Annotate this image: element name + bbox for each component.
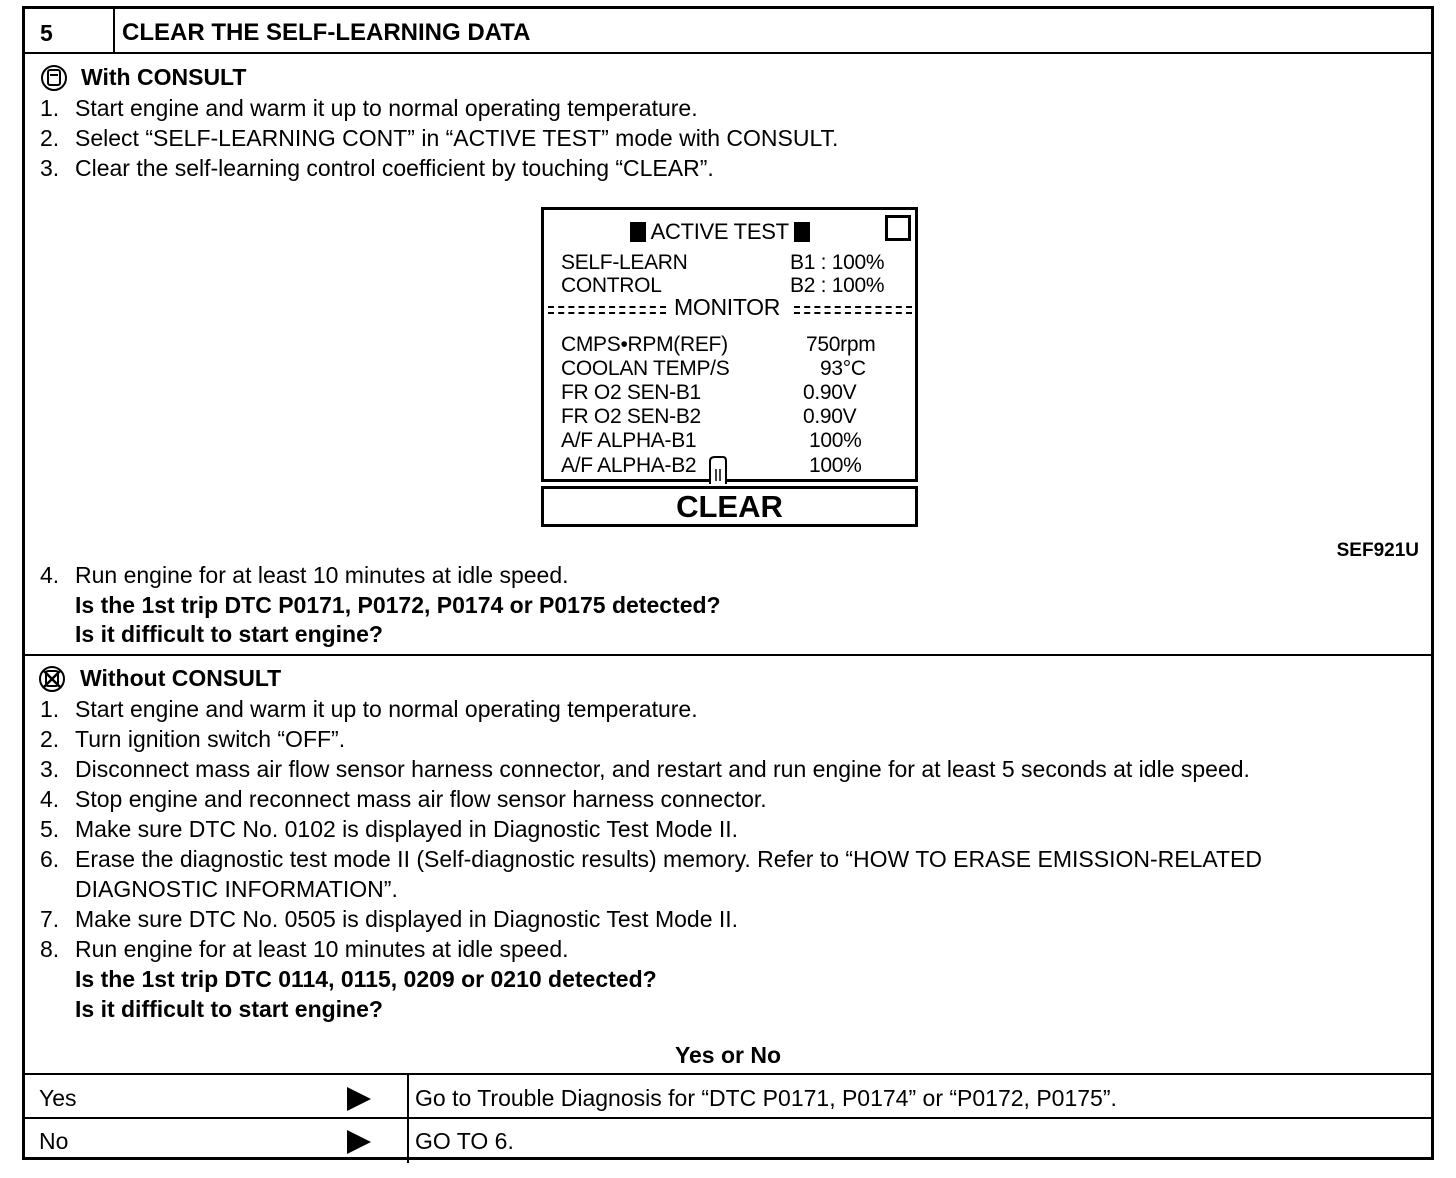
question: Is it difficult to start engine? [75,621,383,647]
figure-code: SEF921U [1336,540,1419,561]
action-yes: Go to Trouble Diagnosis for “DTC P0171, P0174” or “P0172, P0175”. [415,1085,1117,1111]
screen-title-text: ACTIVE TEST [650,219,789,244]
self-learn-b1-value: B1 : 100% [790,251,885,274]
list-item: Clear the self-learning control coefficient by touching “CLEAR”. [75,155,714,181]
answer-yes: Yes [39,1085,77,1111]
list-number: 2. [40,726,60,752]
list-item: Disconnect mass air flow sensor harness connector, and restart and run engine for at least 5 seconds at idle speed. [75,756,1250,782]
monitor-item-value: 100% [809,429,862,452]
list-item: Select “SELF-LEARNING CONT” in “ACTIVE TEST” mode with CONSULT. [75,125,839,151]
list-item: Make sure DTC No. 0102 is displayed in Diagnostic Test Mode II. [75,816,739,842]
with-consult-heading: With CONSULT [81,64,247,90]
consult-screen [541,207,918,482]
self-learn-label: SELF-LEARN [561,251,688,274]
clear-button: CLEAR [541,486,918,527]
list-item: Stop engine and reconnect mass air flow sensor harness connector. [75,786,767,812]
yes-or-no-label: Yes or No [674,1042,782,1068]
screen-marker-icon [630,222,646,242]
touch-finger-icon [707,455,729,485]
screen-title [630,221,810,243]
consult-icon [39,63,69,93]
monitor-item-value: 0.90V [803,405,857,428]
list-number: 4. [40,786,60,812]
list-number: 4. [40,562,60,588]
monitor-item-label: A/F ALPHA-B1 [561,429,697,452]
list-item: Start engine and warm it up to normal operating temperature. [75,696,698,722]
arrow-right-icon [347,1130,371,1154]
self-learn-b2-value: B2 : 100% [790,274,885,297]
list-item: Start engine and warm it up to normal operating temperature. [75,95,698,121]
list-item-continuation: DIAGNOSTIC INFORMATION”. [75,876,398,902]
monitor-item-label: COOLAN TEMP/S [561,357,730,380]
result-row-rule [25,1117,1431,1119]
monitor-item-value: 0.90V [803,381,857,404]
question: Is the 1st trip DTC P0171, P0172, P0174 or P0175 detected? [75,592,721,618]
list-number: 8. [40,936,60,962]
no-consult-icon [37,664,67,694]
monitor-item-label: A/F ALPHA-B2 [561,454,697,477]
monitor-item-value: 93°C [820,357,866,380]
header-divider [113,9,115,52]
control-label: CONTROL [561,274,662,297]
arrow-right-icon [347,1087,371,1111]
action-no: GO TO 6. [415,1128,514,1154]
list-number: 2. [40,125,60,151]
monitor-item-label: CMPS•RPM(REF) [561,333,728,356]
list-item: Erase the diagnostic test mode II (Self-diagnostic results) memory. Refer to “HOW TO ERASE EMISSION-RELATED [75,846,1263,872]
list-number: 1. [40,696,60,722]
answer-no: No [39,1128,69,1154]
list-number: 1. [40,95,60,121]
list-number: 7. [40,906,60,932]
without-consult-heading: Without CONSULT [80,665,282,691]
list-number: 3. [40,155,60,181]
monitor-item-value: 100% [809,454,862,477]
result-rule [25,1073,1431,1075]
list-item: Run engine for at least 10 minutes at idle speed. [75,936,569,962]
screen-checkbox [885,215,911,241]
question: Is the 1st trip DTC 0114, 0115, 0209 or 0210 detected? [75,966,657,992]
monitor-label: MONITOR [674,294,781,320]
header-rule [25,52,1431,54]
monitor-item-label: FR O2 SEN-B2 [561,405,701,428]
list-item: Run engine for at least 10 minutes at idle speed. [75,562,569,588]
monitor-item-label: FR O2 SEN-B1 [561,381,701,404]
step-number: 5 [40,20,53,46]
list-item: Turn ignition switch “OFF”. [75,726,346,752]
list-number: 3. [40,756,60,782]
list-number: 6. [40,846,60,872]
list-number: 5. [40,816,60,842]
section-rule [25,654,1431,656]
screen-marker-icon [794,222,810,242]
list-item: Make sure DTC No. 0505 is displayed in Diagnostic Test Mode II. [75,906,739,932]
monitor-item-value: 750rpm [806,333,876,356]
procedure-table [22,6,1434,1160]
step-title: CLEAR THE SELF-LEARNING DATA [122,19,531,46]
question: Is it difficult to start engine? [75,996,383,1022]
